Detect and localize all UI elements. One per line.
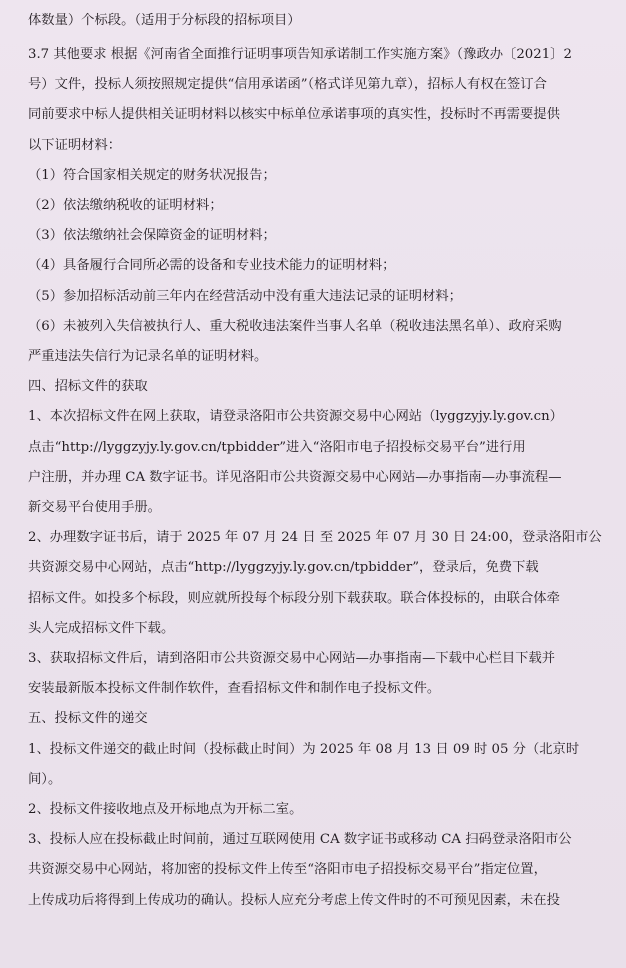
s4-para-1-line-4: 新交易平台使用手册。 [28, 500, 161, 516]
s4-para-2-line-4: 头人完成招标文件下载。 [28, 620, 175, 636]
s5-para-3-line-1: 3、投标人应在投标截止时间前，通过互联网使用 CA 数字证书或移动 CA 扫码登录洛阳市公 [28, 832, 572, 848]
requirement-5: （5）参加招标活动前三年内在经营活动中没有重大违法记录的证明材料； [28, 288, 462, 304]
section-4 [28, 372, 608, 704]
requirement-6-line-2: 严重违法失信行为记录名单的证明材料。 [28, 349, 268, 365]
section-5-title: 五、投标文件的递交 [28, 711, 148, 727]
s5-para-3-line-2: 共资源交易中心网站，将加密的投标文件上传至“洛阳市电子招投标交易平台”指定位置， [28, 862, 547, 878]
s4-para-3-line-2: 安装最新版本投标文件制作软件，查看招标文件和制作电子投标文件。 [28, 681, 441, 697]
para-3-7-line-4: 以下证明材料： [28, 137, 122, 153]
s5-para-3-line-3: 上传成功后将得到上传成功的确认。投标人应充分考虑上传文件时的不可预见因素，未在投 [28, 892, 560, 908]
s5-para-2: 2、投标文件接收地点及开标地点为开标二室。 [28, 802, 303, 818]
section-3-7 [28, 40, 608, 372]
s4-para-3-line-1: 3、获取招标文件后，请到洛阳市公共资源交易中心网站—办事指南—下载中心栏目下载并 [28, 651, 556, 667]
requirement-4: （4）具备履行合同所必需的设备和专业技术能力的证明材料； [28, 258, 396, 274]
s5-para-1-line-1: 1、投标文件递交的截止时间（投标截止时间）为 2025 年 08 月 13 日 09 时 05 分（北京时 [28, 741, 580, 757]
section-5 [28, 704, 608, 915]
para-3-7-line-1: 3.7 其他要求 根据《河南省全面推行证明事项告知承诺制工作实施方案》（豫政办〔2021〕2 [28, 47, 572, 62]
para-3-7-line-2: 号）文件，投标人须按照规定提供“信用承诺函”（格式详见第九章），招标人有权在签订合 [28, 77, 547, 93]
s4-para-1-line-3: 户注册，并办理 CA 数字证书。详见洛阳市公共资源交易中心网站—办事指南—办事流程— [28, 469, 562, 485]
top-line: 体数量）个标段。（适用于分标段的招标项目） [28, 13, 301, 28]
requirement-6-line-1: （6）未被列入失信被执行人、重大税收违法案件当事人名单（税收违法黑名单）、政府采购 [28, 318, 562, 334]
document-body [28, 40, 608, 916]
s4-para-2-line-2: 共资源交易中心网站，点击“http://lyggzyjy.ly.gov.cn/tpbidder”，登录后，免费下载 [28, 560, 539, 576]
requirement-1: （1）符合国家相关规定的财务状况报告； [28, 167, 276, 183]
section-4-title: 四、招标文件的获取 [28, 379, 148, 395]
s4-para-1-line-2: 点击“http://lyggzyjy.ly.gov.cn/tpbidder”进入“洛阳市电子招投标交易平台”进行用 [28, 439, 526, 455]
requirement-3: （3）依法缴纳社会保障资金的证明材料； [28, 228, 276, 244]
s4-para-2-line-3: 招标文件。如投多个标段，则应就所投每个标段分别下载获取。联合体投标的，由联合体牵 [28, 590, 560, 606]
s4-para-2-line-1: 2、办理数字证书后，请于 2025 年 07 月 24 日 至 2025 年 07 月 30 日 24:00，登录洛阳市公 [28, 530, 602, 546]
s5-para-1-line-2: 间）。 [28, 771, 62, 787]
requirement-2: （2）依法缴纳税收的证明材料； [28, 198, 223, 214]
s4-para-1-line-1: 1、本次招标文件在网上获取，请登录洛阳市公共资源交易中心网站（lyggzyjy.ly.gov.cn） [28, 409, 563, 425]
para-3-7-line-3: 同前要求中标人提供相关证明材料以核实中标单位承诺事项的真实性，投标时不再需要提供 [28, 107, 560, 123]
